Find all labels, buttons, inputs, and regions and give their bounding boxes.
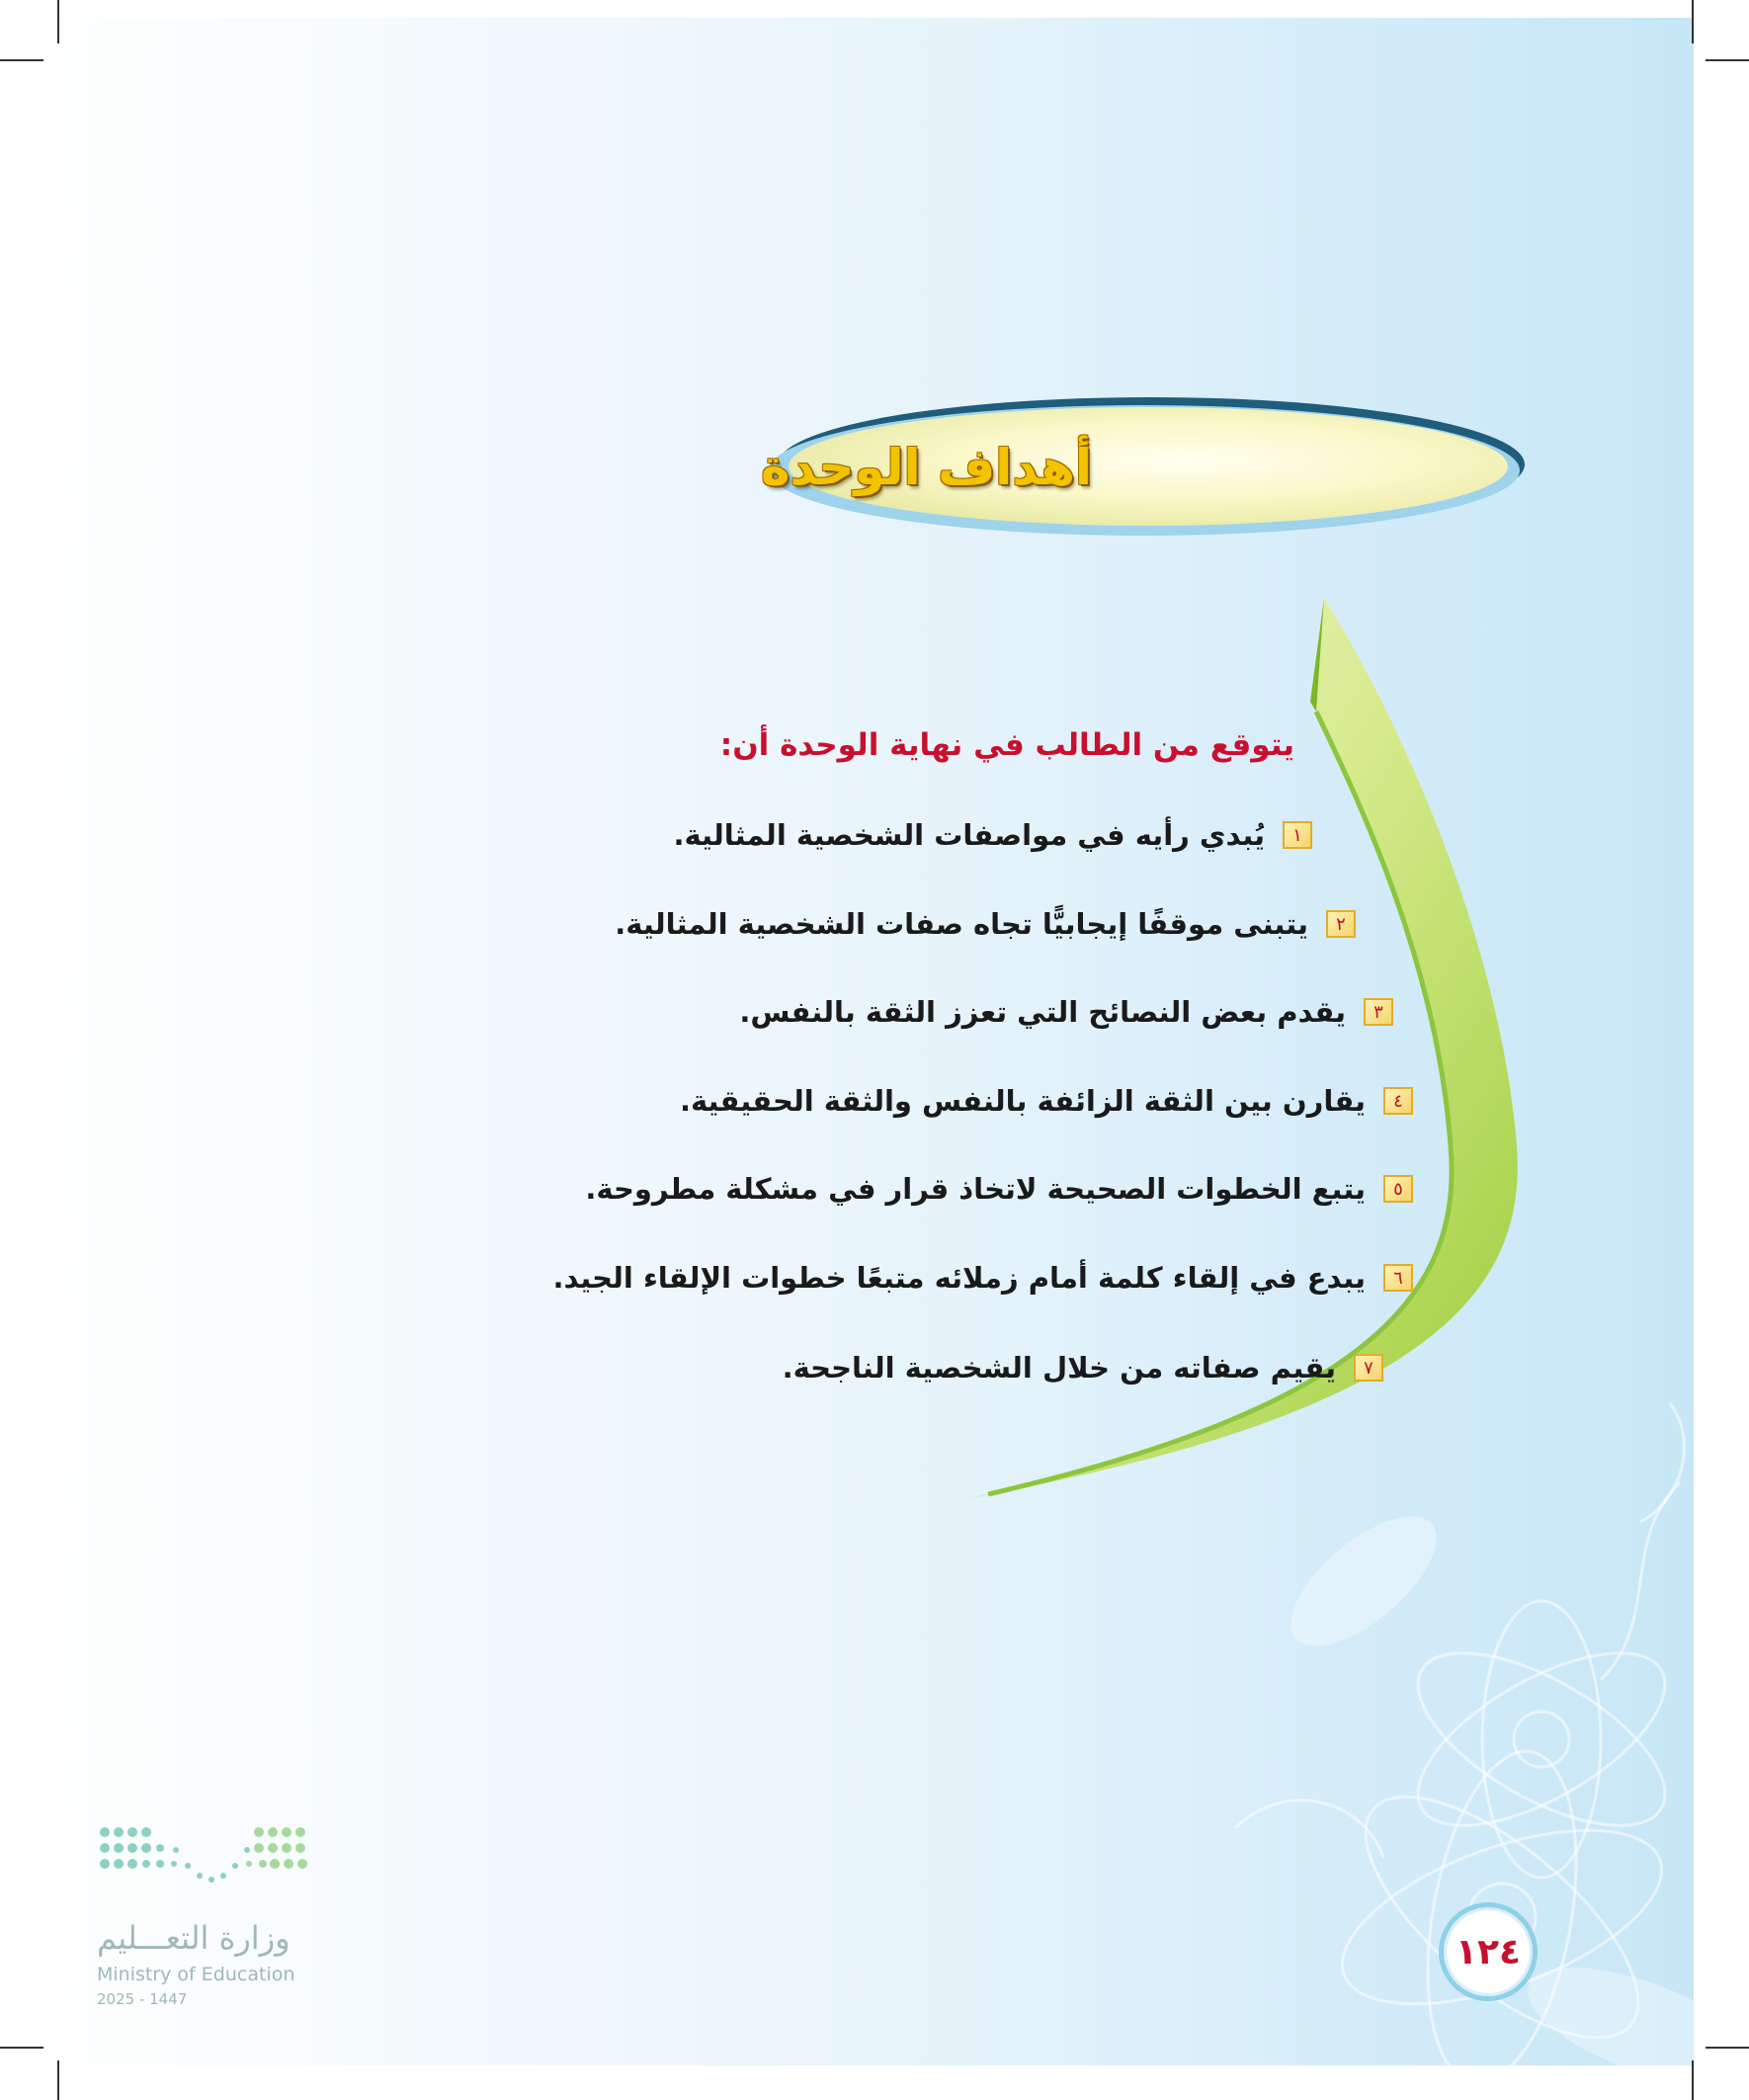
objective-item bbox=[783, 1351, 1383, 1385]
page-number: ١٢٤ bbox=[1439, 1902, 1538, 2001]
objective-item bbox=[615, 907, 1356, 941]
objective-text: يقارن بين الثقة الزائفة بالنفس والثقة الحقيقية. bbox=[679, 1084, 1366, 1118]
ministry-dots-icon bbox=[97, 1820, 314, 1909]
objective-text: يتبع الخطوات الصحيحة لاتخاذ قرار في مشكلة مطروحة. bbox=[585, 1172, 1366, 1206]
unit-objectives-title: أهداف الوحدة bbox=[761, 439, 1093, 496]
objective-text: يبدع في إلقاء كلمة أمام زملائه متبعًا خطوات الإلقاء الجيد. bbox=[552, 1261, 1366, 1295]
objective-item bbox=[739, 995, 1393, 1029]
objective-item bbox=[585, 1172, 1413, 1206]
objective-item bbox=[553, 1261, 1413, 1295]
ministry-logo bbox=[97, 1820, 314, 2008]
objective-number: ١ bbox=[1283, 821, 1312, 849]
edition-year: 2025 - 1447 bbox=[97, 1990, 188, 2008]
objective-number: ٧ bbox=[1354, 1354, 1383, 1382]
objective-text: يتبنى موقفًا إيجابيًّا تجاه صفات الشخصية المثالية. bbox=[615, 907, 1308, 941]
objective-item bbox=[673, 818, 1312, 852]
objective-number: ٦ bbox=[1383, 1264, 1413, 1292]
objective-text: يقدم بعض النصائح التي تعزز الثقة بالنفس. bbox=[739, 995, 1346, 1029]
objective-number: ٥ bbox=[1383, 1175, 1413, 1203]
objective-item bbox=[680, 1084, 1413, 1118]
objective-text: يقيم صفاته من خلال الشخصية الناجحة. bbox=[782, 1351, 1336, 1385]
objective-text: يُبدي رأيه في مواصفات الشخصية المثالية. bbox=[673, 818, 1265, 852]
objective-number: ٢ bbox=[1326, 910, 1356, 938]
objectives-intro: يتوقع من الطالب في نهاية الوحدة أن: bbox=[719, 727, 1294, 763]
ministry-name-english: Ministry of Education bbox=[97, 1964, 295, 1985]
objective-number: ٣ bbox=[1364, 998, 1393, 1026]
objective-number: ٤ bbox=[1383, 1087, 1413, 1115]
ministry-name-arabic: وزارة التعـــليم bbox=[97, 1919, 291, 1957]
